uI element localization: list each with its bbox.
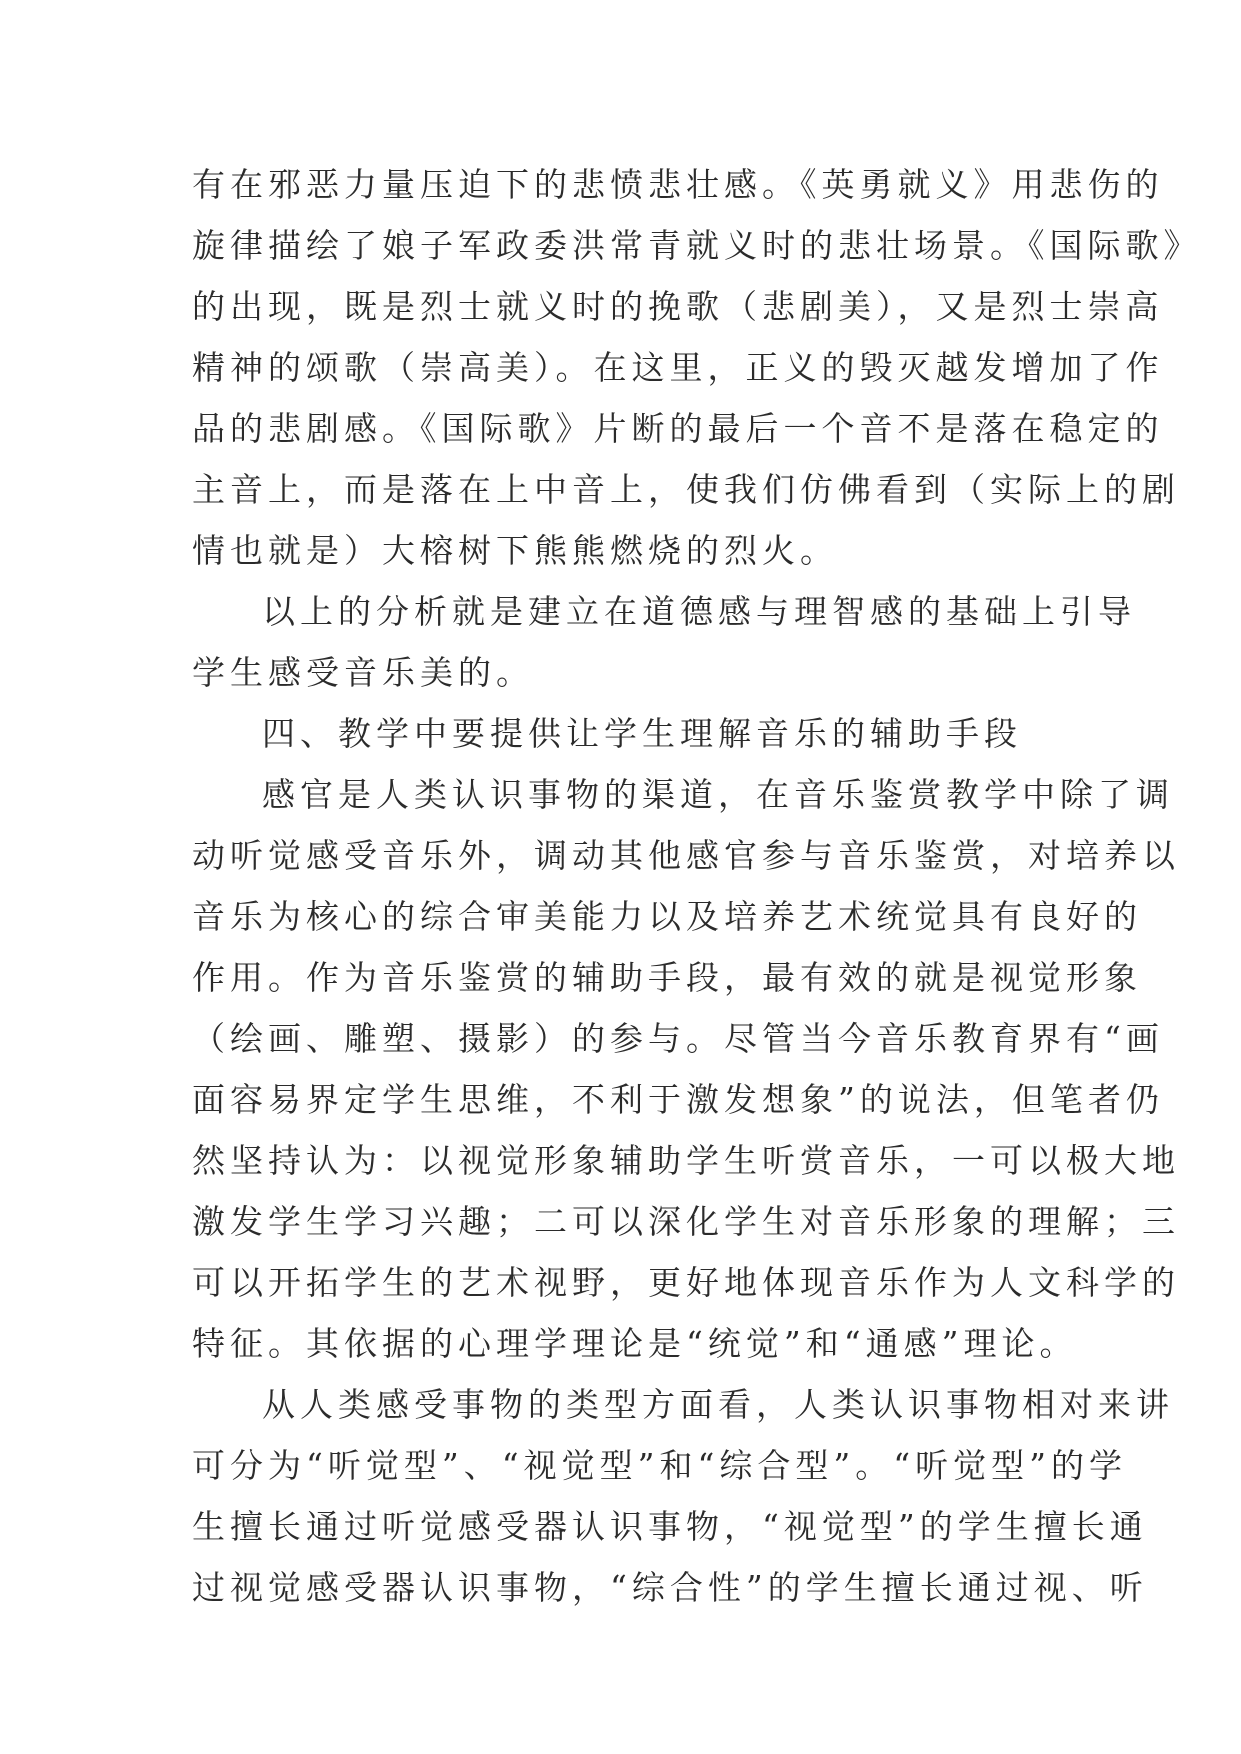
text-line: 面容易界定学生思维，不利于激发想象”的说法，但笔者仍 <box>192 1080 1164 1119</box>
text-line: 主音上，而是落在上中音上，使我们仿佛看到（实际上的剧 <box>192 470 1180 509</box>
text-line: 旋律描绘了娘子军政委洪常青就义时的悲壮场景。《国际歌》 <box>192 226 1202 265</box>
text-line: （绘画、雕塑、摄影）的参与。尽管当今音乐教育界有“画 <box>192 1019 1164 1058</box>
text-line: 过视觉感受器认识事物，“综合性”的学生擅长通过视、听 <box>192 1568 1148 1607</box>
text-line: 音乐为核心的综合审美能力以及培养艺术统觉具有良好的 <box>192 897 1142 936</box>
paragraph-3 <box>192 764 1180 1374</box>
text-line: 特征。其依据的心理学理论是“统觉”和“通感”理论。 <box>192 1324 1078 1363</box>
text-line: 的出现，既是烈士就义时的挽歌（悲剧美），又是烈士崇高 <box>192 287 1164 326</box>
section-heading <box>192 703 1062 764</box>
text-line: 精神的颂歌（崇高美）。在这里，正义的毁灭越发增加了作 <box>192 348 1164 387</box>
document-page <box>192 154 1202 1618</box>
text-line: 感官是人类认识事物的渠道，在音乐鉴赏教学中除了调 <box>262 775 1174 814</box>
heading-line: 四、教学中要提供让学生理解音乐的辅助手段 <box>262 714 1022 753</box>
text-line: 作用。作为音乐鉴赏的辅助手段，最有效的就是视觉形象 <box>192 958 1142 997</box>
text-line: 可分为“听觉型”、“视觉型”和“综合型”。“听觉型”的学 <box>192 1446 1127 1485</box>
paragraph-1 <box>192 154 1202 581</box>
text-line: 情也就是）大榕树下熊熊燃烧的烈火。 <box>192 531 838 570</box>
text-line: 品的悲剧感。《国际歌》片断的最后一个音不是落在稳定的 <box>192 409 1164 448</box>
text-line: 可以开拓学生的艺术视野，更好地体现音乐作为人文科学的 <box>192 1263 1180 1302</box>
text-line: 动听觉感受音乐外，调动其他感官参与音乐鉴赏，对培养以 <box>192 836 1180 875</box>
text-line: 从人类感受事物的类型方面看，人类认识事物相对来讲 <box>262 1385 1174 1424</box>
text-line: 然坚持认为：以视觉形象辅助学生听赏音乐，一可以极大地 <box>192 1141 1180 1180</box>
text-line: 激发学生学习兴趣；二可以深化学生对音乐形象的理解；三 <box>192 1202 1180 1241</box>
text-line: 以上的分析就是建立在道德感与理智感的基础上引导 <box>262 592 1136 631</box>
text-line: 生擅长通过听觉感受器认识事物，“视觉型”的学生擅长通 <box>192 1507 1148 1546</box>
text-line: 有在邪恶力量压迫下的悲愤悲壮感。《英勇就义》用悲伤的 <box>192 165 1164 204</box>
paragraph-4 <box>192 1374 1174 1618</box>
paragraph-2 <box>192 581 1136 703</box>
text-line: 学生感受音乐美的。 <box>192 653 534 692</box>
